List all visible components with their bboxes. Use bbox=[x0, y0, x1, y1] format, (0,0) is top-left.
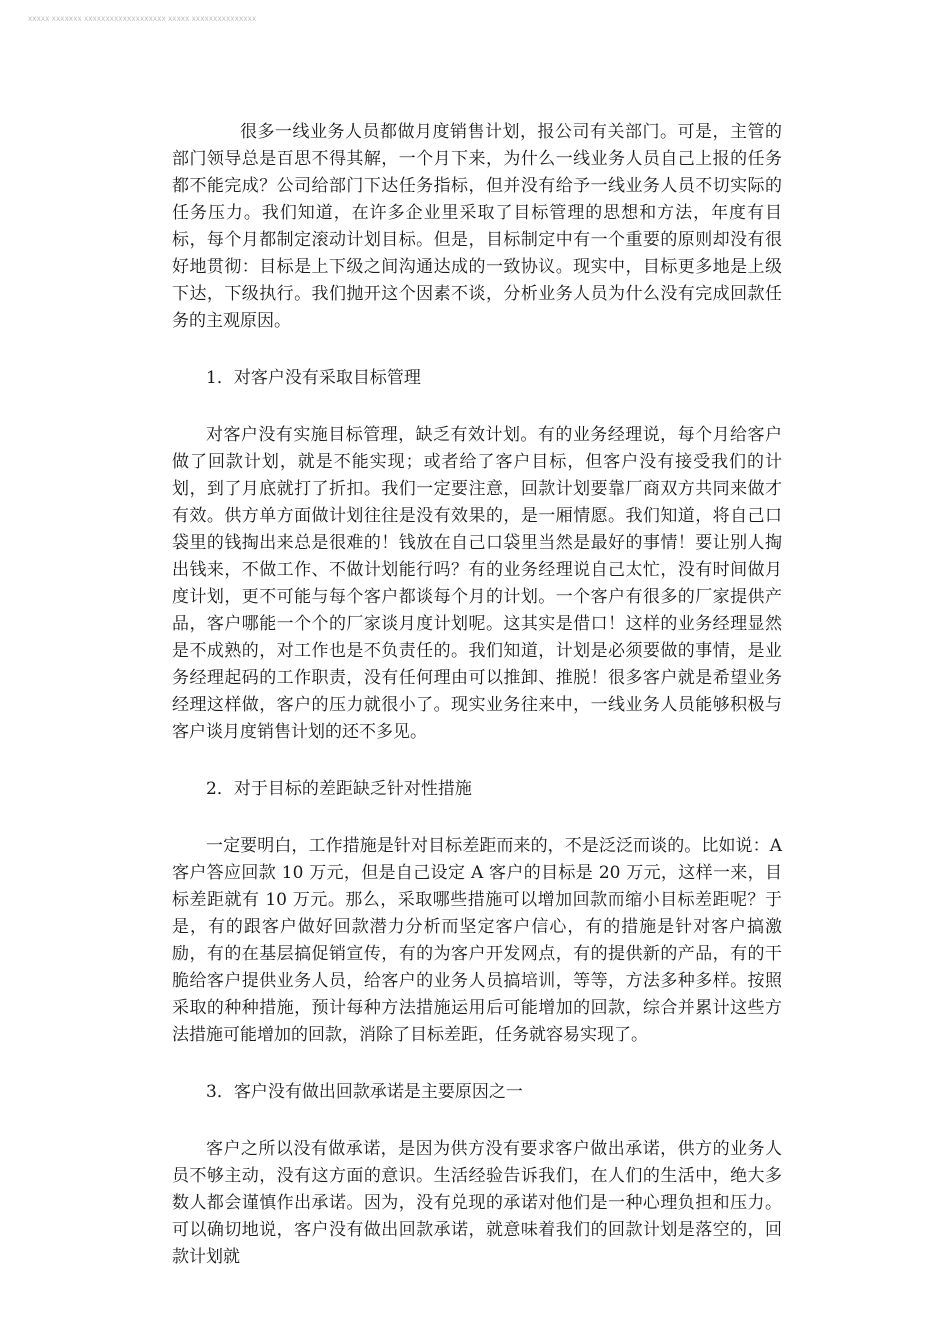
intro-paragraph: 很多一线业务人员都做月度销售计划，报公司有关部门。可是，主管的部门领导总是百思不得其解，一个月下来，为什么一线业务人员自己上报的任务都不能完成？公司给部门下达任务指标，但并没有给予一线业务人员不切实际的任务压力。我们知道，在许多企业里采取了目标管理的思想和方法，年度有目标，每个月都制定滚动计划目标。但是，目标制定中有一个重要的原则却没有很好地贯彻：目标是上下级之间沟通达成的一致协议。现实中，目标更多地是上级下达，下级执行。我们抛开这个因素不谈，分析业务人员为什么没有完成回款任务的主观原因。 bbox=[172, 122, 782, 331]
paragraph-spacer bbox=[172, 392, 782, 422]
paragraph-spacer bbox=[172, 335, 782, 365]
paragraph-spacer bbox=[172, 803, 782, 833]
section-2-body: 一定要明白，工作措施是针对目标差距而来的，不是泛泛而谈的。比如说：A 客户答应回款 10 万元，但是自己设定 A 客户的目标是 20 万元，这样一来，目标差距就有 10 万元。那么，采取哪些措施可以增加回款而缩小目标差距呢？于是，有的跟客户做好回款潜力分析而坚定客户信心，有的措施是针对客户搞激励，有的在基层搞促销宣传，有的为客户开发网点，有的提供新的产品，有的干脆给客户提供业务人员，给客户的业务人员搞培训，等等，方法多种多样。按照采取的种种措施，预计每种方法措施运用后可能增加的回款，综合并累计这些方法措施可能增加的回款，消除了目标差距，任务就容易实现了。 bbox=[172, 836, 782, 1045]
section-1-body: 对客户没有实施目标管理，缺乏有效计划。有的业务经理说，每个月给客户做了回款计划，就是不能实现；或者给了客户目标，但客户没有接受我们的计划，到了月底就打了折扣。我们一定要注意，回款计划要靠厂商双方共同来做才有效。供方单方面做计划往往是没有效果的，是一厢情愿。我们知道，将自己口袋里的钱掏出来总是很难的！钱放在自己口袋里当然是最好的事情！要让别人掏出钱来，不做工作、不做计划能行吗？有的业务经理说自己太忙，没有时间做月度计划，更不可能与每个客户都谈每个月的计划。一个客户有很多的厂家提供产品，客户哪能一个个的厂家谈月度计划呢。这其实是借口！这样的业务经理显然是不成熟的，对工作也是不负责任的。我们知道，计划是必须要做的事情，是业务经理起码的工作职责，没有任何理由可以推卸、推脱！很多客户就是希望业务经理这样做，客户的压力就很小了。现实业务往来中，一线业务人员能够积极与客户谈月度销售计划的还不多见。 bbox=[172, 425, 782, 742]
section-2-heading: 2．对于目标的差距缺乏针对性措施 bbox=[206, 779, 472, 799]
section-3-heading: 3．客户没有做出回款承诺是主要原因之一 bbox=[206, 1082, 523, 1102]
page-header-watermark: XXXXX XXXXXXX XXXXXXXXXXXXXXXXXXX XXXXX XXXXXXXXXXXXXXX bbox=[28, 16, 257, 23]
section-3-body: 客户之所以没有做承诺，是因为供方没有要求客户做出承诺，供方的业务人员不够主动，没有这方面的意识。生活经验告诉我们，在人们的生活中，绝大多数人都会谨慎作出承诺。因为，没有兑现的承诺对他们是一种心理负担和压力。可以确切地说，客户没有做出回款承诺，就意味着我们的回款计划是落空的，回款计划就 bbox=[172, 1139, 782, 1267]
document-body bbox=[172, 119, 782, 1271]
paragraph-spacer bbox=[172, 1106, 782, 1136]
section-1-heading: 1．对客户没有采取目标管理 bbox=[206, 368, 421, 388]
paragraph-spacer bbox=[172, 746, 782, 776]
paragraph-spacer bbox=[172, 1049, 782, 1079]
